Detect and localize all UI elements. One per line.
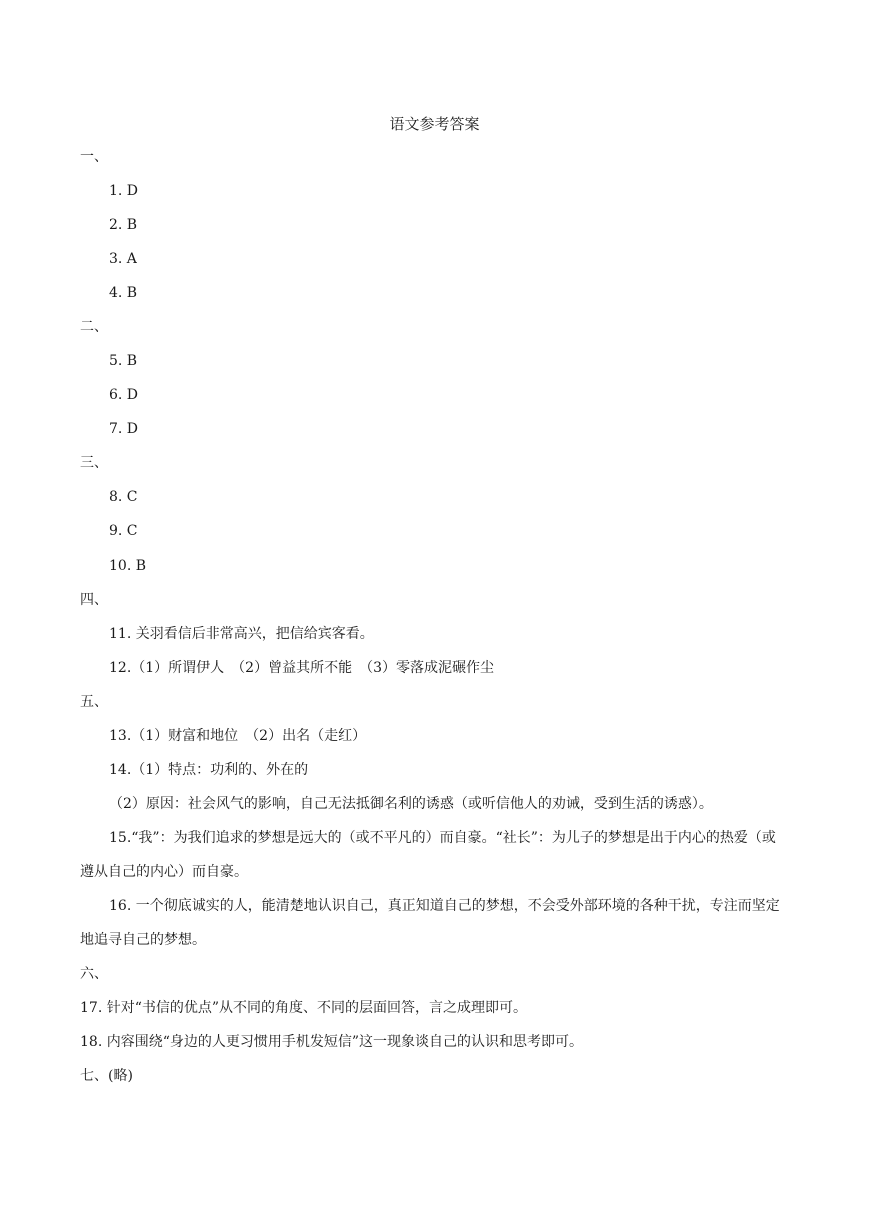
section-1-heading: 一、 [80,149,108,165]
section-3-heading: 三、 [80,455,108,471]
answer-7: 7. D [109,421,139,437]
answer-14-part-1: 14.（1）特点：功利的、外在的 [109,762,309,778]
answer-13: 13.（1）财富和地位 （2）出名（走红） [109,728,367,744]
section-5-heading: 五、 [80,694,108,710]
page-title: 语文参考答案 [389,115,480,133]
answer-5: 5. B [109,353,138,369]
answer-15: 15.“我”：为我们追求的梦想是远大的（或不平凡的）而自豪。“社长”：为儿子的梦想是出于内心的热爱（或遵从自己的内心）而自豪。 [80,830,776,880]
answer-14-part-2: （2）原因：社会风气的影响，自己无法抵御名利的诱惑（或听信他人的劝诫，受到生活的诱惑）。 [109,796,713,812]
answer-18: 18. 内容围绕“身边的人更习惯用手机发短信”这一现象谈自己的认识和思考即可。 [80,1034,584,1050]
answer-6: 6. D [109,387,139,403]
answer-10: 10. B [109,558,147,574]
section-4-heading: 四、 [80,592,108,608]
answer-4: 4. B [109,285,138,301]
section-6-heading: 六、 [80,966,108,982]
answer-3: 3. A [109,251,137,267]
answer-16: 16. 一个彻底诚实的人，能清楚地认识自己，真正知道自己的梦想，不会受外部环境的各种干扰，专注而坚定地追寻自己的梦想。 [80,898,780,948]
answer-8: 8. C [109,489,138,505]
answer-12: 12.（1）所谓伊人 （2）曾益其所不能 （3）零落成泥碾作尘 [109,660,494,676]
answer-1: 1. D [109,183,139,199]
answer-11: 11. 关羽看信后非常高兴，把信给宾客看。 [109,626,374,642]
answer-9: 9. C [109,523,138,539]
answer-17: 17. 针对“书信的优点”从不同的角度、不同的层面回答，言之成理即可。 [80,1000,528,1016]
answer-2: 2. B [109,217,138,233]
section-2-heading: 二、 [80,319,108,335]
section-7-heading: 七、(略) [80,1068,133,1084]
